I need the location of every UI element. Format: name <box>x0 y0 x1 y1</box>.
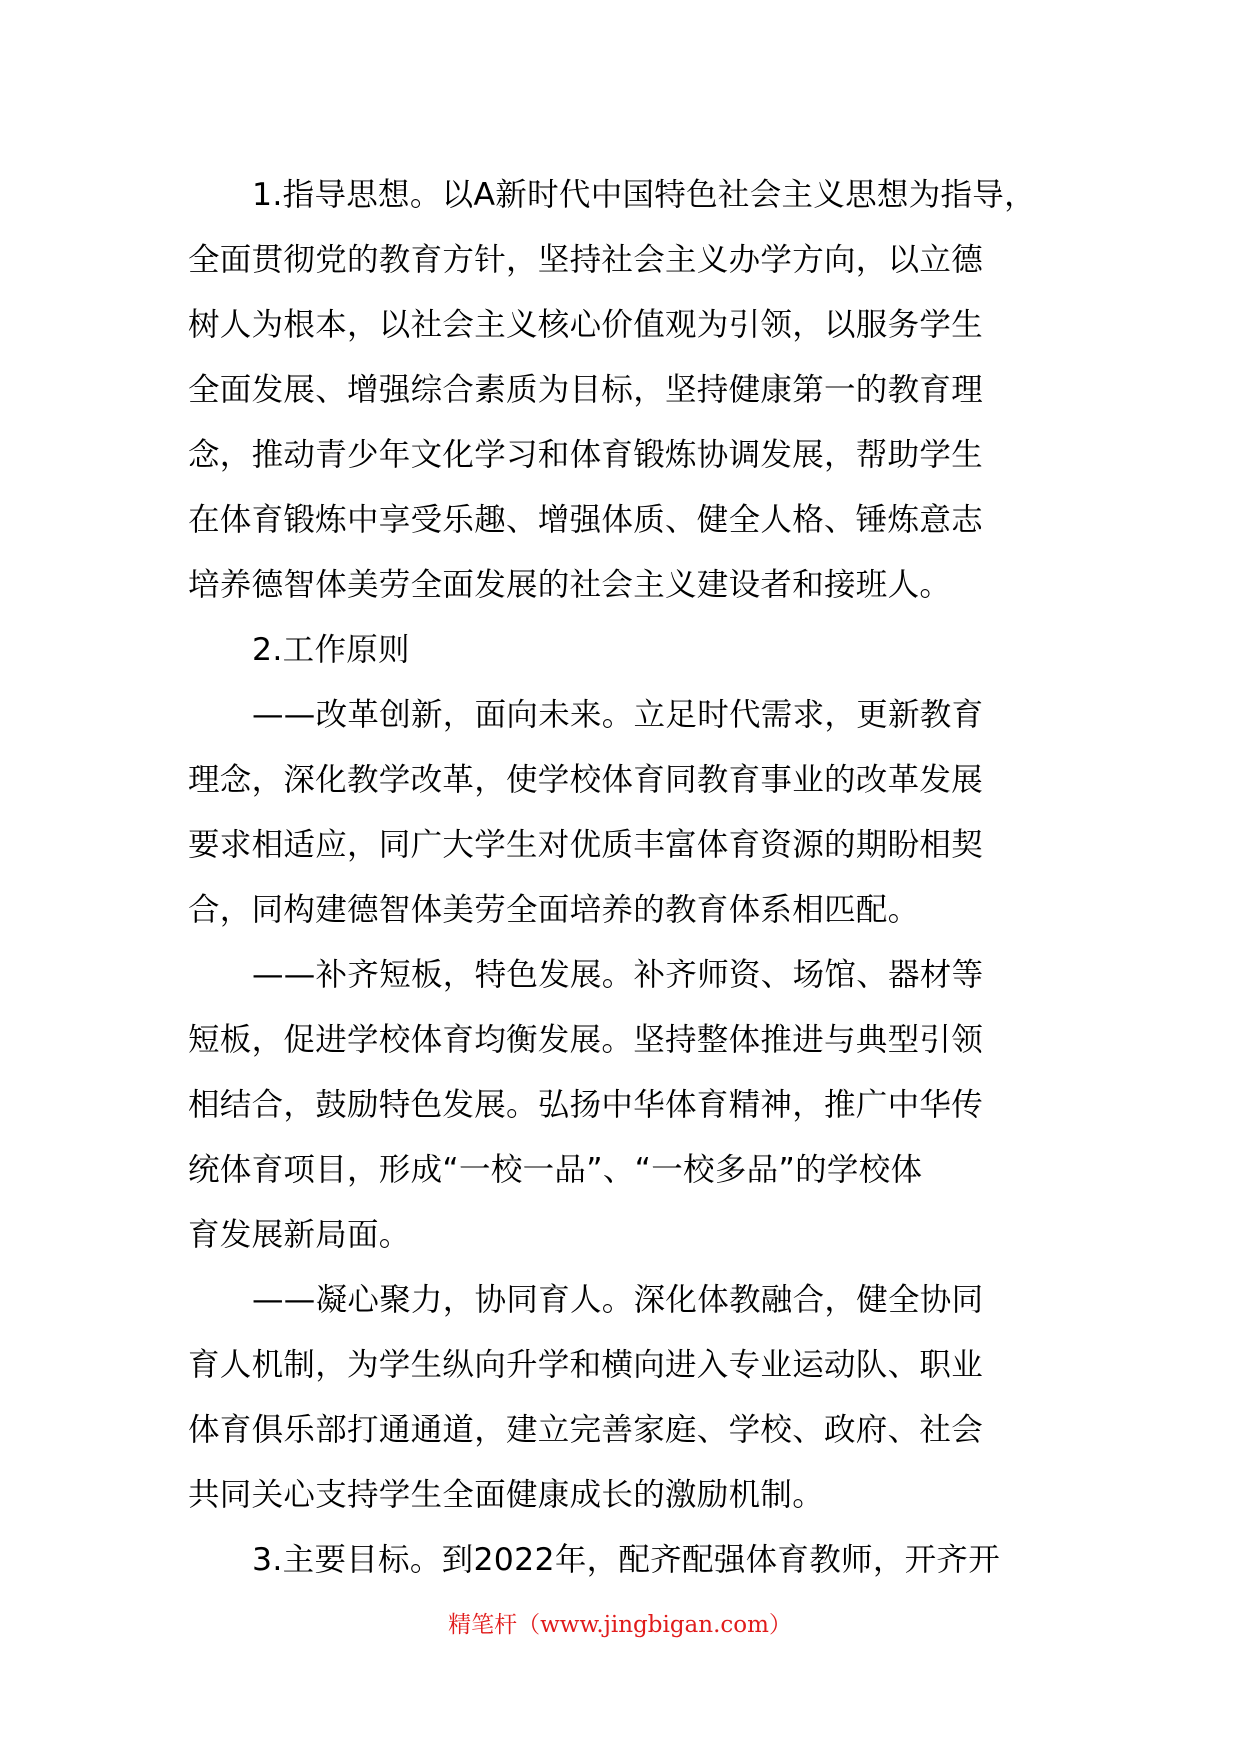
document-body <box>188 163 1088 1593</box>
paragraph-line: 统体育项目，形成“一校一品”、“一校多品”的学校体 <box>188 1152 923 1188</box>
paragraph-line: 念，推动青少年文化学习和体育锻炼协调发展，帮助学生 <box>188 437 984 473</box>
paragraph-line: 育人机制，为学生纵向升学和横向进入专业运动队、职业 <box>188 1347 984 1383</box>
paragraph-line: 体育俱乐部打通通道，建立完善家庭、学校、政府、社会 <box>188 1412 984 1448</box>
watermark-footer: 精笔杆（www.jingbigan.com） <box>448 1612 792 1638</box>
paragraph-line: 培养德智体美劳全面发展的社会主义建设者和接班人。 <box>188 567 952 603</box>
paragraph-line: 相结合，鼓励特色发展。弘扬中华体育精神，推广中华传 <box>188 1087 984 1123</box>
paragraph-line: ——改革创新，面向未来。立足时代需求，更新教育 <box>252 697 984 733</box>
paragraph-line: ——补齐短板，特色发展。补齐师资、场馆、器材等 <box>252 957 984 993</box>
paragraph-line: 3.主要目标。到2022年，配齐配强体育教师，开齐开 <box>252 1542 1001 1578</box>
paragraph-line: 短板，促进学校体育均衡发展。坚持整体推进与典型引领 <box>188 1022 984 1058</box>
paragraph-line: ——凝心聚力，协同育人。深化体教融合，健全协同 <box>252 1282 984 1318</box>
paragraph-line: 1.指导思想。以A新时代中国特色社会主义思想为指导， <box>252 177 1036 213</box>
section-heading: 2.工作原则 <box>252 632 410 668</box>
paragraph-line: 共同关心支持学生全面健康成长的激励机制。 <box>188 1477 825 1513</box>
paragraph-line: 理念，深化教学改革，使学校体育同教育事业的改革发展 <box>188 762 984 798</box>
paragraph-line: 树人为根本，以社会主义核心价值观为引领，以服务学生 <box>188 307 984 343</box>
paragraph-line: 合，同构建德智体美劳全面培养的教育体系相匹配。 <box>188 892 920 928</box>
paragraph-line: 全面贯彻党的教育方针，坚持社会主义办学方向，以立德 <box>188 242 984 278</box>
paragraph-line: 全面发展、增强综合素质为目标，坚持健康第一的教育理 <box>188 372 984 408</box>
paragraph-line: 要求相适应，同广大学生对优质丰富体育资源的期盼相契 <box>188 827 984 863</box>
paragraph-line: 育发展新局面。 <box>188 1217 411 1253</box>
paragraph-line: 在体育锻炼中享受乐趣、增强体质、健全人格、锤炼意志 <box>188 502 984 538</box>
